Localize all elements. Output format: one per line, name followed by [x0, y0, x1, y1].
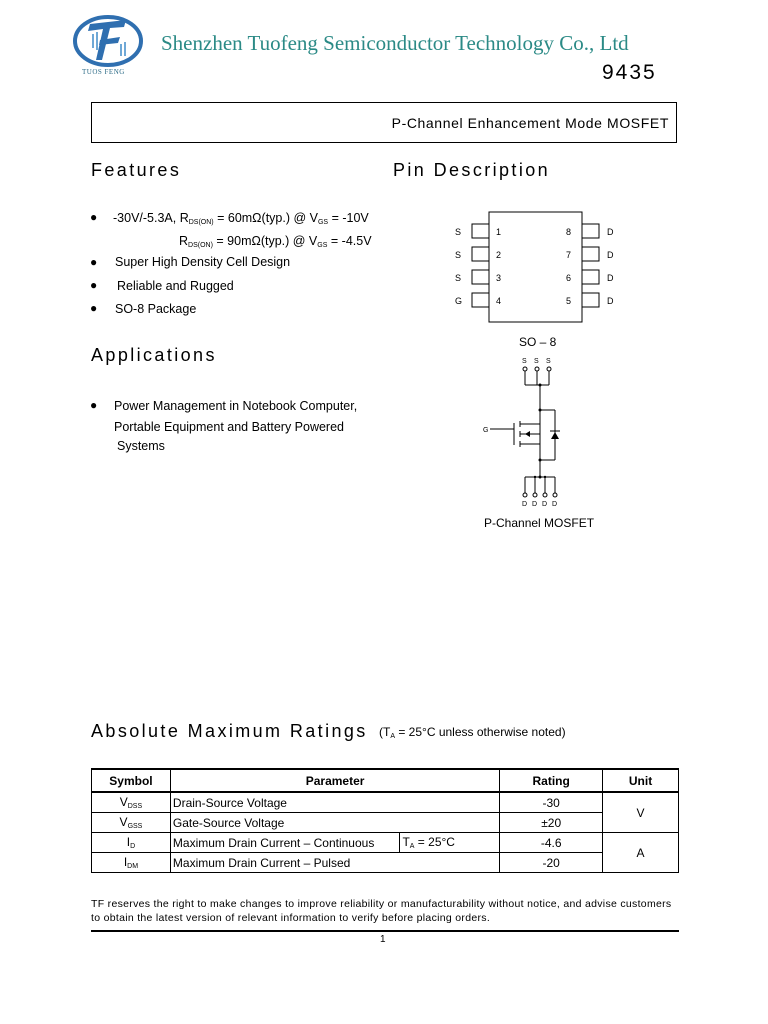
pin-number: 6 [566, 273, 572, 283]
feature-item-3: Reliable and Rugged [117, 279, 234, 293]
pin-label-right: D [607, 227, 614, 237]
pin-number: 8 [566, 227, 572, 237]
pin-label-left: S [455, 227, 462, 237]
pin-label-right: D [607, 250, 614, 260]
pin-number: 2 [496, 250, 502, 260]
applications-heading: Applications [91, 345, 217, 365]
pin-number: 3 [496, 273, 502, 283]
unit-cell: A [603, 833, 679, 873]
pin-number: 7 [566, 250, 572, 260]
disclaimer-note: TF reserves the right to make changes to improve reliability or manufacturability without notice, and advise customers to obtain the latest version of relevant information to verify before placing orders. [91, 898, 672, 924]
pin-label-right: D [607, 296, 614, 306]
pin-label-left: G [455, 296, 463, 306]
features-heading: Features [91, 160, 182, 180]
condition-cell: $T_A = 25^\circ C$ [400, 833, 500, 853]
rating-cell: -30 [500, 792, 603, 813]
table-header-row [92, 769, 679, 792]
symbol-cell: $I_D$ [92, 833, 171, 853]
pin-number: 4 [496, 296, 502, 306]
application-line-2: Portable Equipment and Battery Powered [114, 420, 344, 434]
drain-label: D [552, 501, 558, 508]
feature-item-1: -30V/-5.3A, $R_{DS(ON)} = 60m\Omega(typ.)$ @ $V_{GS} = -10V$ [113, 211, 369, 226]
table-row [92, 853, 679, 873]
rating-cell: ±20 [500, 813, 603, 833]
ratings-heading: Absolute Maximum Ratings [91, 721, 368, 741]
page-number: 1 [380, 934, 386, 945]
header-rating: Rating [500, 769, 603, 792]
symbol-cell: $V_{DSS}$ [92, 792, 171, 813]
bullet-icon: ● [90, 210, 98, 224]
rating-cell: -4.6 [500, 833, 603, 853]
company-logo [72, 14, 148, 74]
symbol-cell: $V_{GSS}$ [92, 813, 171, 833]
bullet-icon: ● [90, 398, 98, 412]
source-label: S [534, 358, 539, 365]
bullet-icon: ● [90, 278, 98, 292]
feature-item-4: SO-8 Package [115, 302, 197, 316]
parameter-cell: Maximum Drain Current – Pulsed [170, 853, 499, 873]
application-line-1: Power Management in Notebook Computer, [114, 399, 358, 413]
pin-label-left: S [455, 250, 462, 260]
drain-label: D [522, 501, 528, 508]
company-name: Shenzhen Tuofeng Semiconductor Technology Co., Ltd [161, 31, 629, 55]
package-label: SO – 8 [519, 335, 557, 349]
footer-divider [91, 930, 679, 932]
bullet-icon: ● [90, 301, 98, 315]
feature-item-1b: $R_{DS(ON)} = 90m\Omega(typ.)$ @ $V_{GS} = -4.5V$ [179, 234, 372, 249]
header-symbol: Symbol [92, 769, 171, 792]
logo-text: TUOS FENG [82, 68, 125, 76]
rating-cell: -20 [500, 853, 603, 873]
so8-pinout-diagram [450, 210, 630, 330]
parameter-cell: Drain-Source Voltage [170, 792, 499, 813]
pin-number: 1 [496, 227, 502, 237]
bullet-icon: ● [90, 255, 98, 269]
drain-label: D [542, 501, 548, 508]
mosfet-schematic [480, 355, 570, 515]
pin-description-heading: Pin Description [393, 160, 551, 180]
gate-label: G [483, 427, 489, 434]
pin-number: 5 [566, 296, 572, 306]
ratings-condition-note: ($T_A = 25^\circ C$ unless otherwise noted) [379, 725, 566, 740]
header-unit: Unit [603, 769, 679, 792]
feature-item-2: Super High Density Cell Design [115, 255, 291, 269]
pin-label-right: D [607, 273, 614, 283]
symbol-cell: $I_{DM}$ [92, 853, 171, 873]
schematic-caption: P-Channel MOSFET [484, 516, 595, 530]
parameter-cell: Gate-Source Voltage [170, 813, 499, 833]
part-number: 9435 [602, 61, 657, 84]
source-label: S [546, 358, 551, 365]
pin-label-left: S [455, 273, 462, 283]
table-row [92, 833, 679, 853]
unit-cell: V [603, 792, 679, 833]
table-row [92, 813, 679, 833]
header-parameter: Parameter [170, 769, 499, 792]
ratings-table [91, 768, 679, 873]
source-label: S [522, 358, 527, 365]
parameter-cell: Maximum Drain Current – Continuous [170, 833, 400, 853]
document-title: P-Channel Enhancement Mode MOSFET [391, 115, 669, 131]
drain-label: D [532, 501, 538, 508]
application-line-3: Systems [117, 439, 165, 453]
title-box [91, 102, 677, 143]
table-row [92, 792, 679, 813]
